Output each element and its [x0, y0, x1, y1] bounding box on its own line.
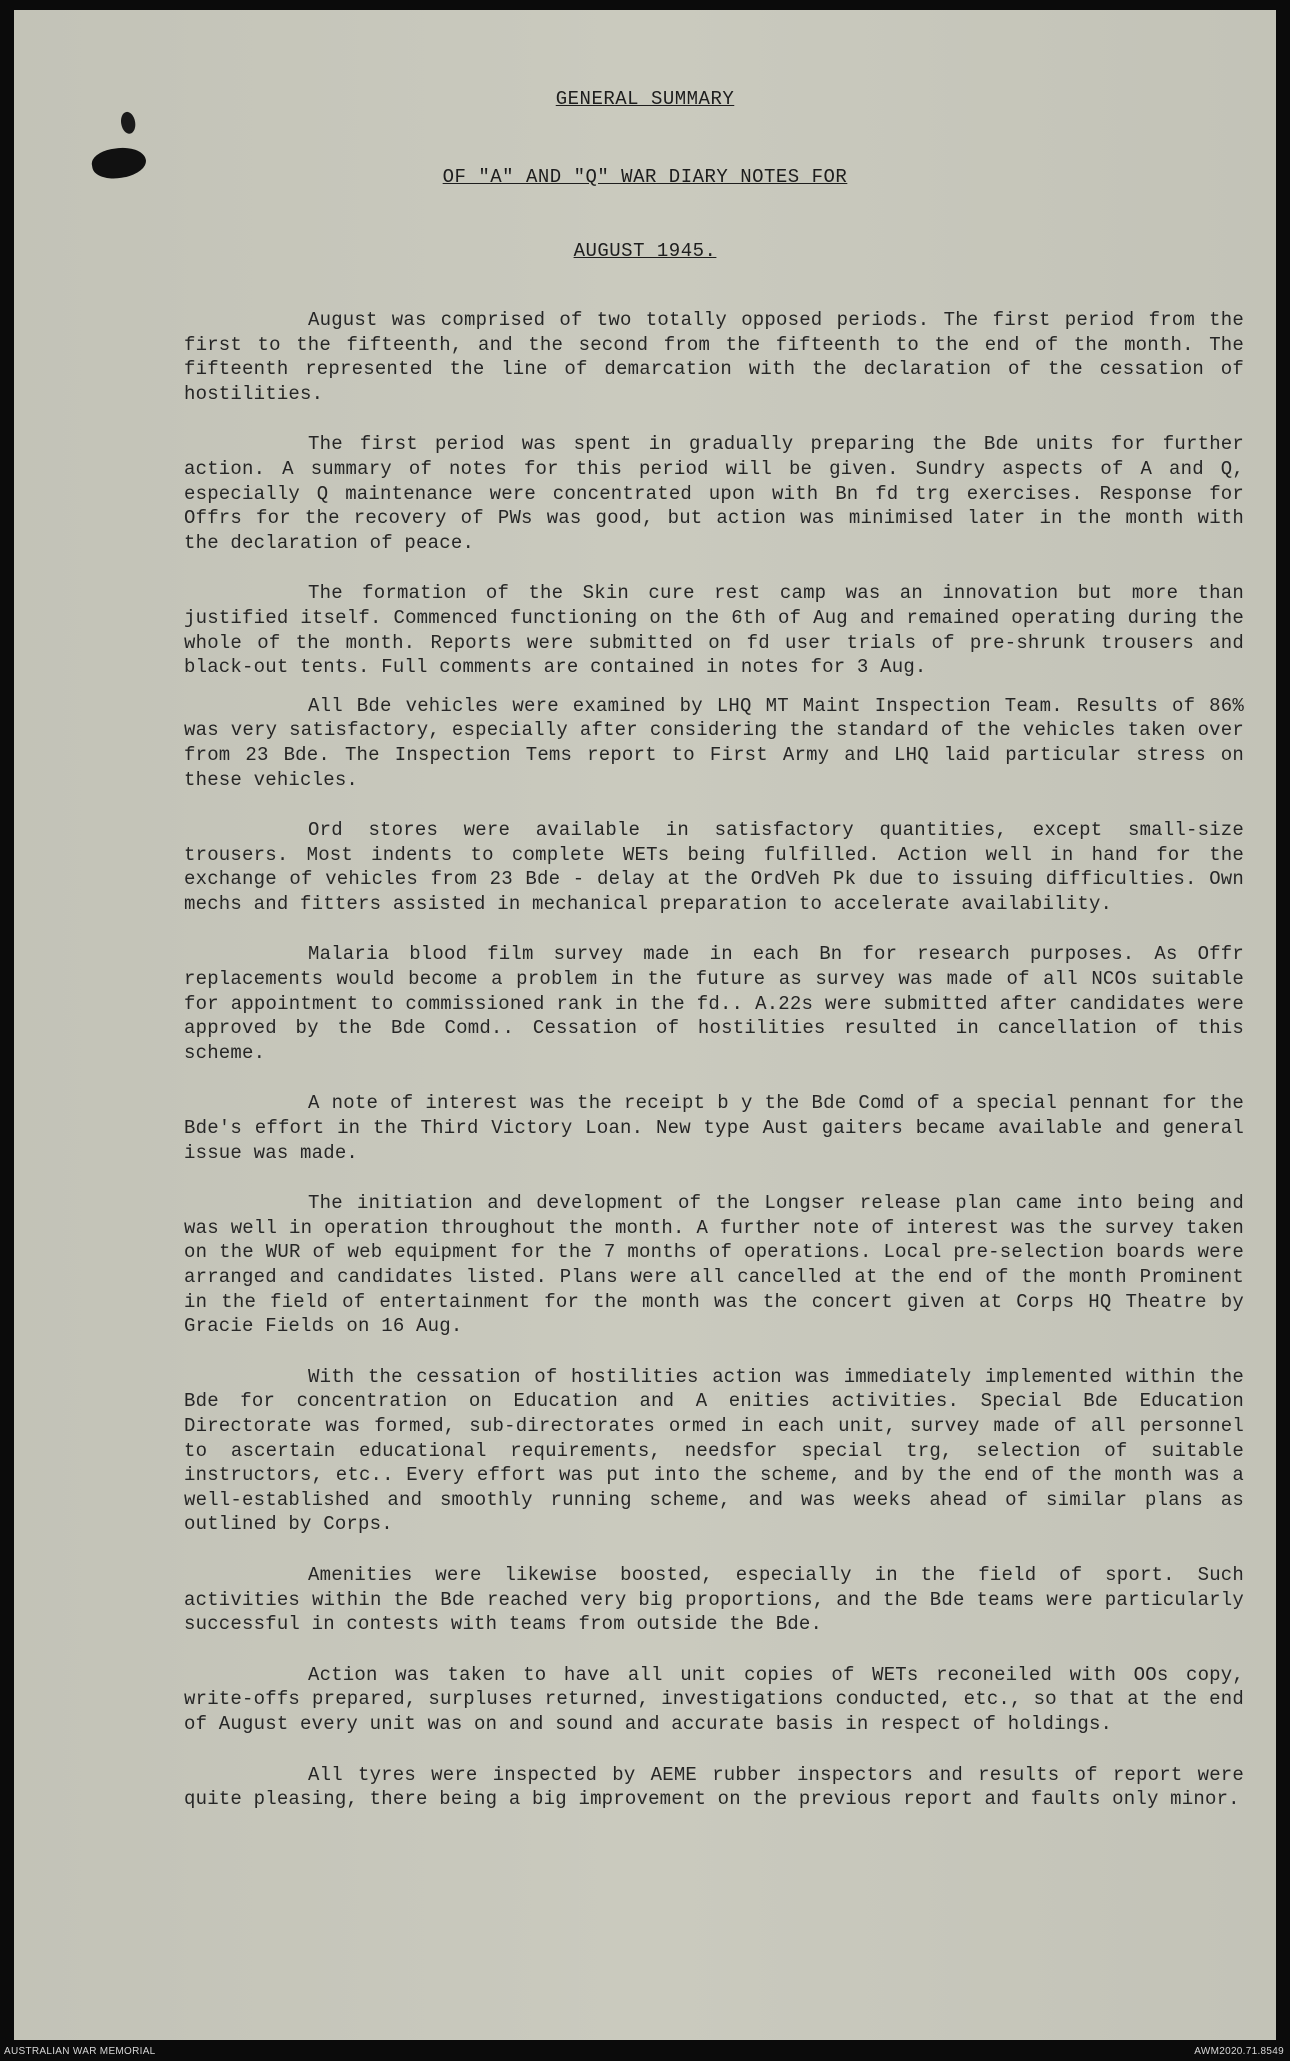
document-body — [184, 308, 1244, 1838]
paragraph-11: Action was taken to have all unit copies of WETs reconeiled with OOs copy, write-offs prepared, surpluses returned, investigations conducted, etc., so that at the end of August every unit was on and sound and accurate basis in respect of holdings. — [184, 1663, 1244, 1735]
document-subtitle: OF "A" AND "Q" WAR DIARY NOTES FOR — [442, 166, 848, 188]
paragraph-6: Malaria blood film survey made in each Bn for research purposes. As Offr replacements would become a problem in the future as survey was made of all NCOs suitable for appointment to commissioned rank in the fd.. A.22s were submitted after candidates were approved by the Bde Comd.. Cessation of hostilities resulted in cancellation of this scheme. — [184, 943, 1244, 1064]
document-period: AUGUST 1945. — [573, 240, 717, 262]
paragraph-9: With the cessation of hostilities action was immediately implemented within the Bde for concentration on Education and A enities activities. Special Bde Education Directorate was formed, sub-directorates ormed in each unit, survey made of all personnel to ascertain educational requirements, needsfor special trg, selection of suitable instructors, etc.. Every effort was put into the scheme, and by the end of the month was a well-established and smoothly running scheme, and was weeks ahead of similar plans as outlined by Corps. — [184, 1365, 1244, 1536]
footer-accession-number: AWM2020.71.8549 — [1194, 2046, 1284, 2057]
paragraph-5: Ord stores were available in satisfactory quantities, except small-size trousers. Most indents to complete WETs being fulfilled. Action well in hand for the exchange of vehicles from 23 Bde - delay at the OrdVeh Pk due to issuing difficulties. Own mechs and fitters assisted in mechanical preparation to accelerate availability. — [184, 819, 1244, 915]
footer-source: AUSTRALIAN WAR MEMORIAL — [4, 2046, 156, 2057]
paragraph-1: August was comprised of two totally opposed periods. The first period from the first to the fifteenth, and the second from the fifteenth to the end of the month. The fifteenth represented the line of demarcation with the declaration of the cessation of hostilities. — [184, 309, 1244, 405]
paragraph-3: The formation of the Skin cure rest camp was an innovation but more than justified itself. Commenced functioning on the 6th of Aug and remained operating during the whole of the month. Reports were submitted on fd user trials of pre-shrunk trousers and black-out tents. Full comments are contained in notes for 3 Aug. — [184, 582, 1244, 679]
paragraph-10: Amenities were likewise boosted, especially in the field of sport. Such activities within the Bde reached very big proportions, and the Bde teams were particularly successful in contests with teams from outside the Bde. — [184, 1563, 1244, 1636]
paragraph-4: All Bde vehicles were examined by LHQ MT Maint Inspection Team. Results of 86% was very satisfactory, especially after considering the standard of the vehicles taken over from 23 Bde. The Inspection Tems report to First Army and LHQ laid particular stress on these vehicles. — [184, 694, 1244, 791]
document-title: GENERAL SUMMARY — [555, 88, 735, 110]
paragraph-8: The initiation and development of the Longser release plan came into being and was well in operation throughout the month. A further note of interest was the survey taken on the WUR of web equipment for the 7 months of operations. Local pre-selection boards were arranged and candidates listed. Plans were all cancelled at the end of the month Prominent in the field of entertainment for the month was the concert given at Corps HQ Theatre by Gracie Fields on 16 Aug. — [184, 1192, 1244, 1338]
paragraph-7: A note of interest was the receipt b y the Bde Comd of a special pennant for the Bde's effort in the Third Victory Loan. New type Aust gaiters became available and general issue was made. — [184, 1092, 1244, 1164]
paragraph-2: The first period was spent in gradually preparing the Bde units for further action. A summary of notes for this period will be given. Sundry aspects of A and Q, especially Q maintenance were concentrated upon with Bn fd trg exercises. Response for Offrs for the recovery of PWs was good, but action was minimised later in the month with the declaration of peace. — [184, 433, 1244, 554]
paragraph-12: All tyres were inspected by AEME rubber inspectors and results of report were quite pleasing, there being a big improvement on the previous report and faults only minor. — [184, 1763, 1244, 1811]
document-page — [14, 10, 1276, 2040]
